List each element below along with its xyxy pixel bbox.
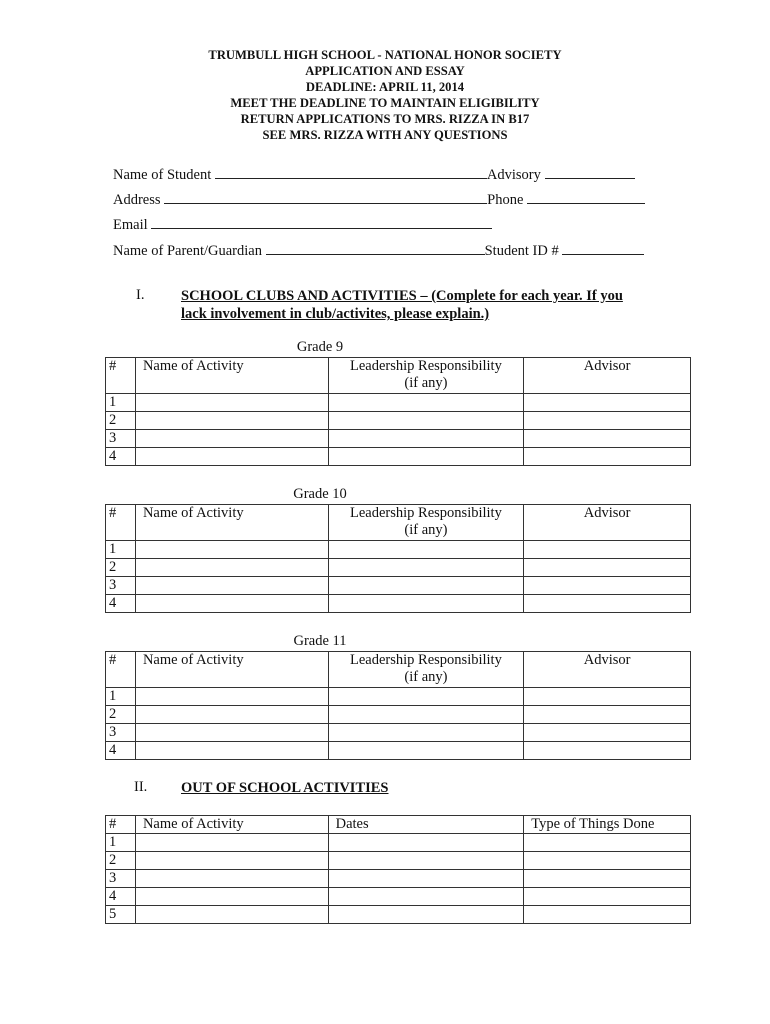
row-number: 4 <box>106 888 136 906</box>
row-number: 4 <box>106 595 136 613</box>
activity-cell[interactable] <box>135 834 328 852</box>
row-number: 3 <box>106 430 136 448</box>
advisor-cell[interactable] <box>524 559 691 577</box>
email-label: Email <box>113 217 148 233</box>
type-cell[interactable] <box>524 852 691 870</box>
leadership-sublabel: (if any) <box>404 522 448 538</box>
type-cell[interactable] <box>524 888 691 906</box>
dates-cell[interactable] <box>328 852 524 870</box>
col-num-header: # <box>106 358 136 394</box>
advisor-cell[interactable] <box>524 595 691 613</box>
col-activity-header: Name of Activity <box>135 816 328 834</box>
leadership-cell[interactable] <box>328 688 524 706</box>
col-leadership-header <box>328 358 524 394</box>
row-number: 1 <box>106 834 136 852</box>
leadership-cell[interactable] <box>328 595 524 613</box>
header-line: SEE MRS. RIZZA WITH ANY QUESTIONS <box>262 128 508 142</box>
header-line: APPLICATION AND ESSAY <box>305 64 465 78</box>
activity-cell[interactable] <box>135 541 328 559</box>
header-line: RETURN APPLICATIONS TO MRS. RIZZA IN B17 <box>240 112 530 126</box>
row-number: 3 <box>106 724 136 742</box>
email-row <box>113 216 492 234</box>
grade-9-label: Grade 9 <box>296 339 344 355</box>
section-1-title-line1: SCHOOL CLUBS AND ACTIVITIES – (Complete for each year. If you <box>181 288 623 304</box>
address-row <box>113 191 645 209</box>
activity-cell[interactable] <box>135 742 328 760</box>
row-number: 2 <box>106 852 136 870</box>
grade-11-table <box>105 651 691 760</box>
student-id-field[interactable] <box>562 242 644 255</box>
leadership-cell[interactable] <box>328 394 524 412</box>
activity-cell[interactable] <box>135 852 328 870</box>
dates-cell[interactable] <box>328 888 524 906</box>
col-num-header: # <box>106 652 136 688</box>
type-cell[interactable] <box>524 834 691 852</box>
col-type-header: Type of Things Done <box>524 816 691 834</box>
leadership-cell[interactable] <box>328 724 524 742</box>
col-advisor-header: Advisor <box>524 652 691 688</box>
leadership-cell[interactable] <box>328 742 524 760</box>
activity-cell[interactable] <box>135 394 328 412</box>
leadership-sublabel: (if any) <box>404 669 448 685</box>
advisory-field[interactable] <box>545 166 635 179</box>
section-1-number: I. <box>136 287 145 303</box>
col-leadership-header <box>328 505 524 541</box>
row-number: 3 <box>106 577 136 595</box>
parent-guardian-label: Name of Parent/Guardian <box>113 243 262 259</box>
leadership-sublabel: (if any) <box>404 375 448 391</box>
advisor-cell[interactable] <box>524 412 691 430</box>
dates-cell[interactable] <box>328 906 524 924</box>
grade-10-label: Grade 10 <box>293 486 347 502</box>
row-number: 4 <box>106 742 136 760</box>
leadership-cell[interactable] <box>328 541 524 559</box>
advisory-label: Advisory <box>486 167 541 183</box>
advisor-cell[interactable] <box>524 688 691 706</box>
header-line: TRUMBULL HIGH SCHOOL - NATIONAL HONOR SOCIETY <box>208 48 562 62</box>
leadership-cell[interactable] <box>328 577 524 595</box>
student-name-row <box>113 166 635 184</box>
advisor-cell[interactable] <box>524 742 691 760</box>
activity-cell[interactable] <box>135 448 328 466</box>
address-field[interactable] <box>164 191 487 204</box>
activity-cell[interactable] <box>135 595 328 613</box>
row-number: 5 <box>106 906 136 924</box>
student-id-label: Student ID # <box>484 243 559 259</box>
activity-cell[interactable] <box>135 412 328 430</box>
name-of-student-field[interactable] <box>215 166 487 179</box>
parent-guardian-field[interactable] <box>266 242 485 255</box>
address-label: Address <box>113 192 161 208</box>
leadership-cell[interactable] <box>328 430 524 448</box>
grade-9-table <box>105 357 691 466</box>
row-number: 3 <box>106 870 136 888</box>
row-number: 2 <box>106 412 136 430</box>
activity-cell[interactable] <box>135 888 328 906</box>
row-number: 1 <box>106 688 136 706</box>
col-activity-header: Name of Activity <box>135 505 328 541</box>
advisor-cell[interactable] <box>524 541 691 559</box>
leadership-cell[interactable] <box>328 412 524 430</box>
col-leadership-header <box>328 652 524 688</box>
type-cell[interactable] <box>524 906 691 924</box>
activity-cell[interactable] <box>135 870 328 888</box>
phone-field[interactable] <box>527 191 645 204</box>
col-num-header: # <box>106 816 136 834</box>
advisor-cell[interactable] <box>524 394 691 412</box>
section-1-title-line2: lack involvement in club/activites, please explain.) <box>181 306 490 322</box>
section-2-title: OUT OF SCHOOL ACTIVITIES <box>181 780 389 796</box>
grade-11-label: Grade 11 <box>293 633 347 649</box>
advisor-cell[interactable] <box>524 706 691 724</box>
col-num-header: # <box>106 505 136 541</box>
activity-cell[interactable] <box>135 906 328 924</box>
dates-cell[interactable] <box>328 834 524 852</box>
advisor-cell[interactable] <box>524 724 691 742</box>
dates-cell[interactable] <box>328 870 524 888</box>
name-of-student-label: Name of Student <box>113 167 212 183</box>
section-2-number: II. <box>134 779 148 795</box>
activity-cell[interactable] <box>135 430 328 448</box>
col-activity-header: Name of Activity <box>135 652 328 688</box>
leadership-label: Leadership Responsibility <box>350 505 502 521</box>
advisor-cell[interactable] <box>524 448 691 466</box>
email-field[interactable] <box>151 216 492 229</box>
advisor-cell[interactable] <box>524 577 691 595</box>
activity-cell[interactable] <box>135 706 328 724</box>
col-advisor-header: Advisor <box>524 505 691 541</box>
activity-cell[interactable] <box>135 559 328 577</box>
col-activity-header: Name of Activity <box>135 358 328 394</box>
row-number: 1 <box>106 541 136 559</box>
phone-label: Phone <box>487 192 524 208</box>
advisor-cell[interactable] <box>524 430 691 448</box>
row-number: 1 <box>106 394 136 412</box>
activity-cell[interactable] <box>135 577 328 595</box>
leadership-cell[interactable] <box>328 559 524 577</box>
leadership-label: Leadership Responsibility <box>350 652 502 668</box>
row-number: 4 <box>106 448 136 466</box>
row-number: 2 <box>106 706 136 724</box>
leadership-cell[interactable] <box>328 448 524 466</box>
leadership-label: Leadership Responsibility <box>350 358 502 374</box>
header-line: DEADLINE: APRIL 11, 2014 <box>305 80 465 94</box>
col-dates-header: Dates <box>328 816 524 834</box>
row-number: 2 <box>106 559 136 577</box>
activity-cell[interactable] <box>135 688 328 706</box>
header-line: MEET THE DEADLINE TO MAINTAIN ELIGIBILITY <box>230 96 540 110</box>
leadership-cell[interactable] <box>328 706 524 724</box>
form-header <box>0 47 770 143</box>
activity-cell[interactable] <box>135 724 328 742</box>
col-advisor-header: Advisor <box>524 358 691 394</box>
type-cell[interactable] <box>524 870 691 888</box>
grade-10-table <box>105 504 691 613</box>
parent-row <box>113 242 644 260</box>
out-of-school-table <box>105 815 691 924</box>
